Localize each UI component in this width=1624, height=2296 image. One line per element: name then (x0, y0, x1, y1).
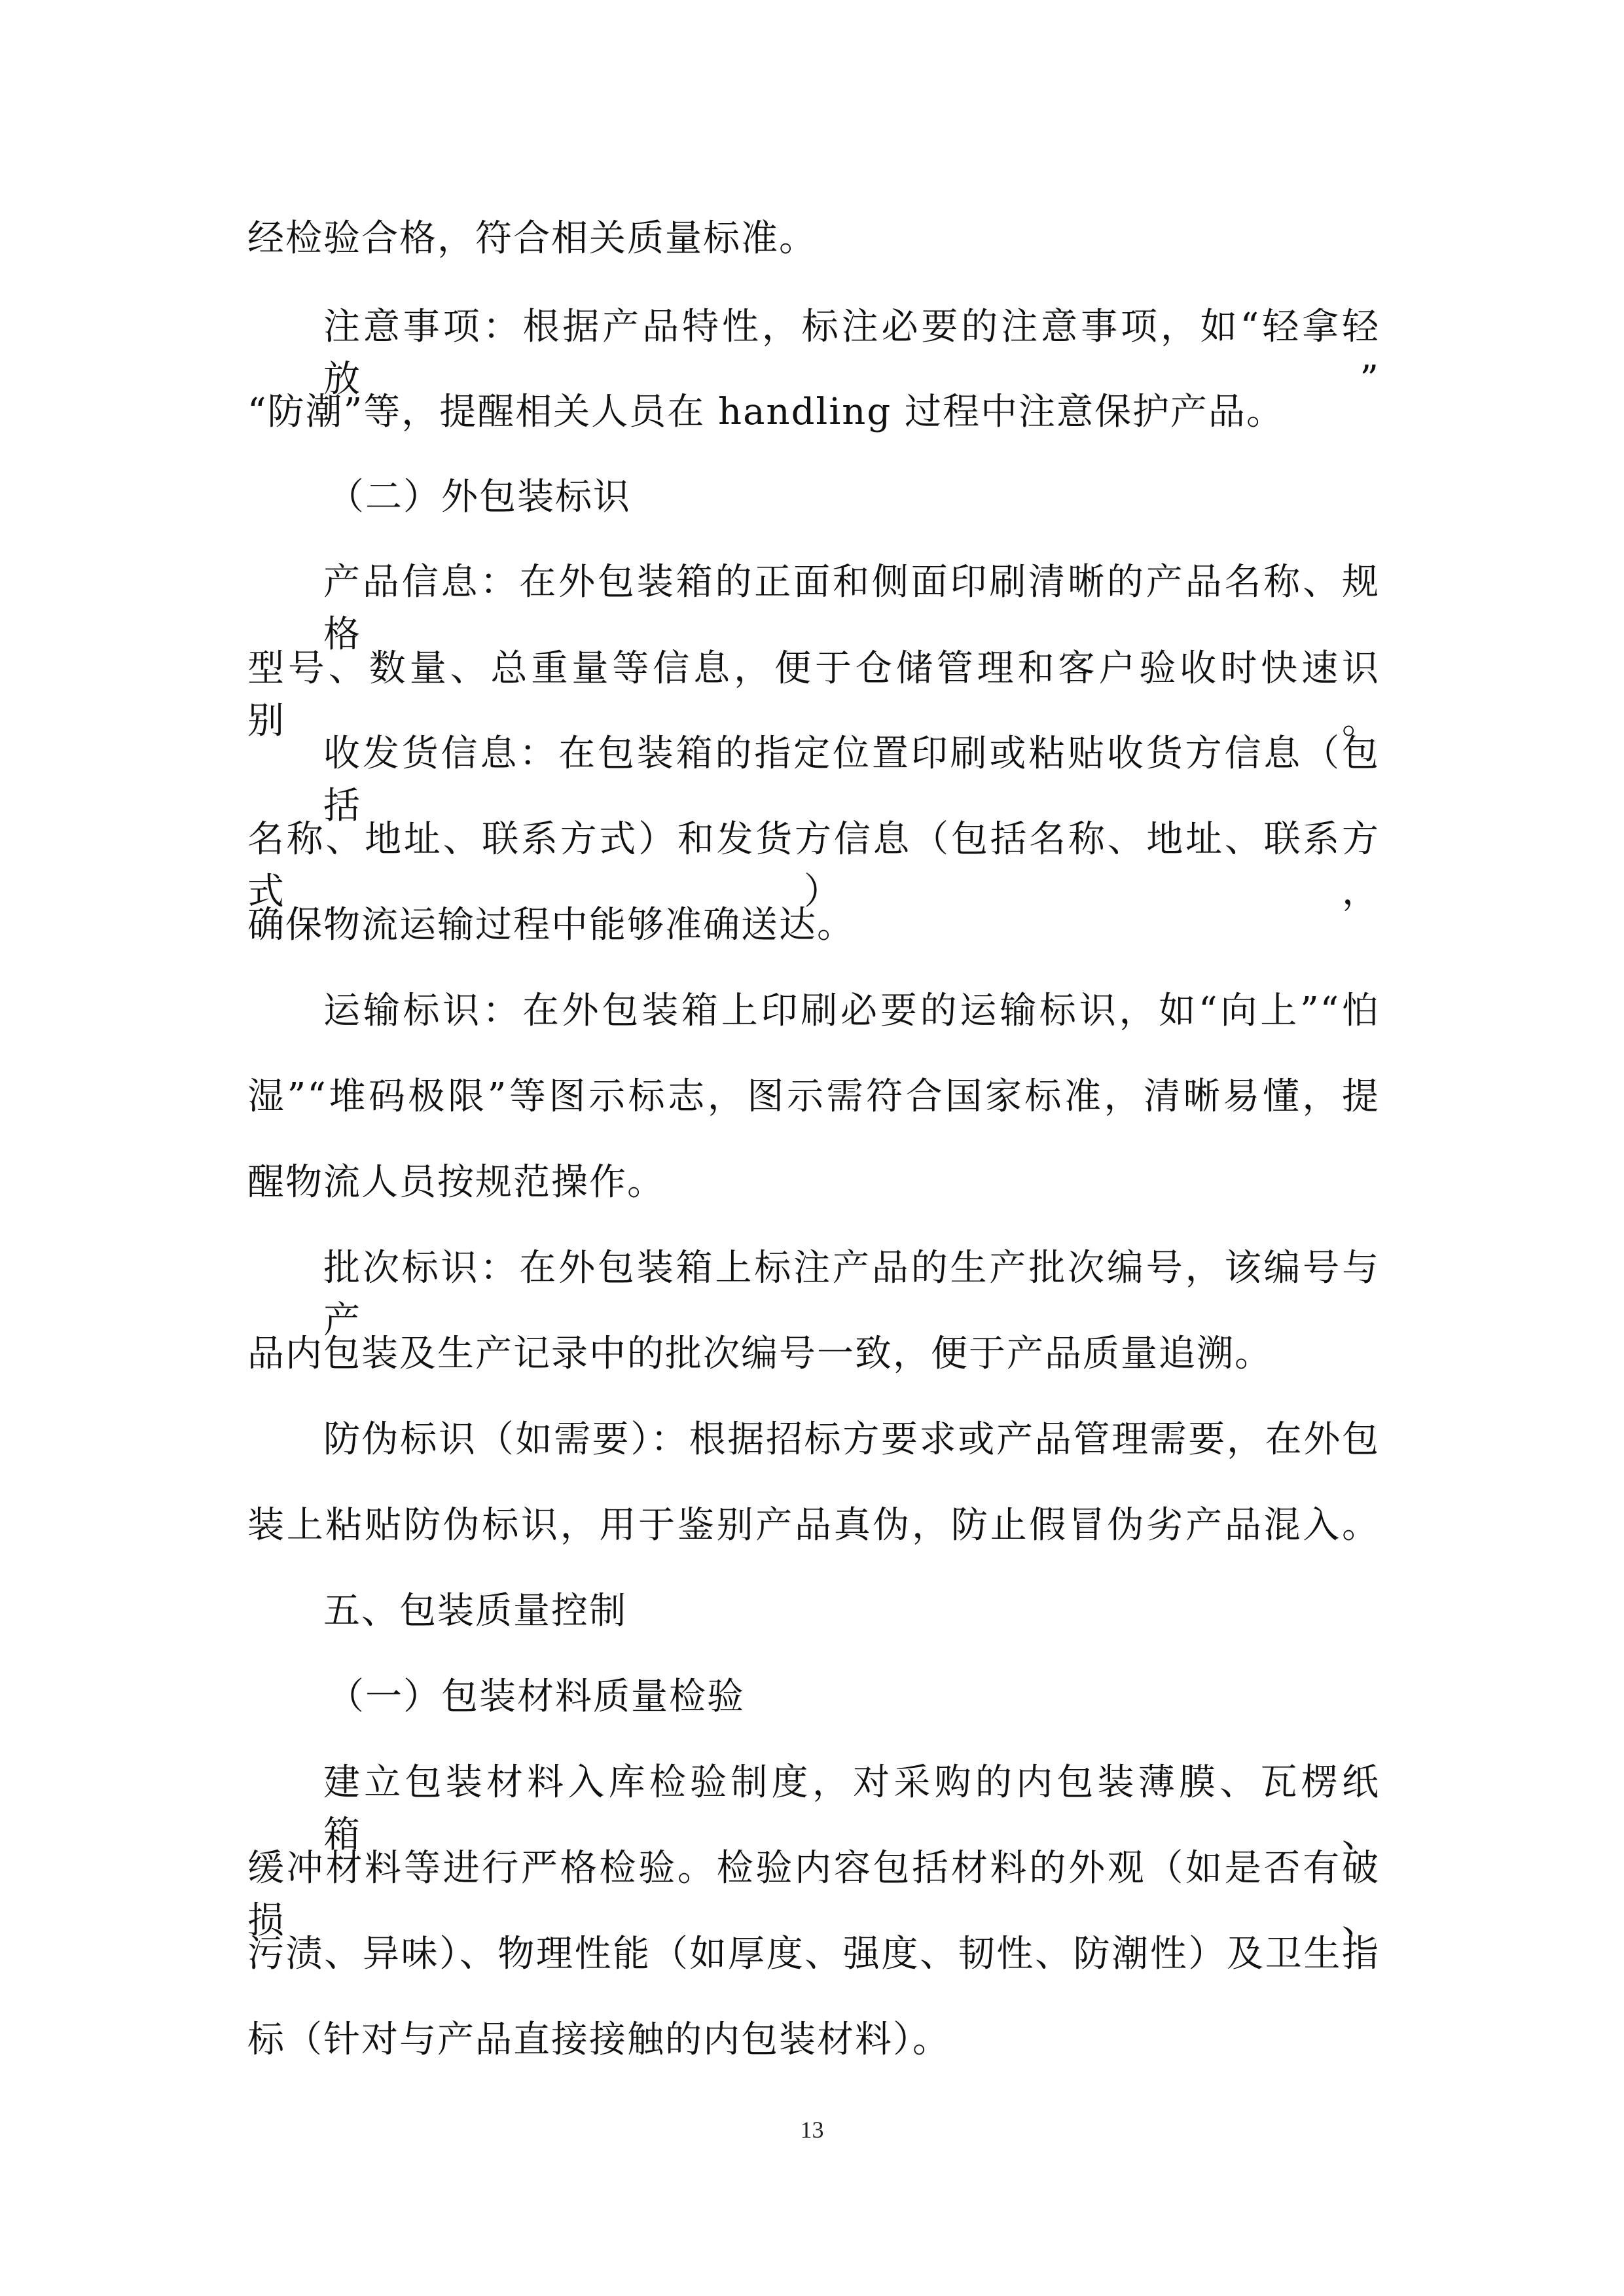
material-inspection-line-1: 建立包装材料入库检验制度，对采购的内包装薄膜、瓦楞纸箱、 (323, 1761, 1380, 1856)
shipping-info-line-1: 收发货信息：在包装箱的指定位置印刷或粘贴收货方信息（包括 (323, 732, 1380, 827)
paragraph-continuation-line: 经检验合格，符合相关质量标准。 (247, 217, 817, 260)
shipping-info-line-3: 确保物流运输过程中能够准确送达。 (247, 904, 855, 946)
section-heading-outer-packaging: （二）外包装标识 (327, 476, 631, 518)
notice-paragraph-line-2: “防潮”等，提醒相关人员在 handling 过程中注意保护产品。 (247, 391, 1284, 433)
material-inspection-line-2: 缓冲材料等进行严格检验。检验内容包括材料的外观（如是否有破损、 (247, 1847, 1380, 1942)
transport-mark-line-2: 湿”“堆码极限”等图示标志，图示需符合国家标准，清晰易懂，提 (247, 1075, 1380, 1118)
product-info-line-1: 产品信息：在外包装箱的正面和侧面印刷清晰的产品名称、规格 (323, 561, 1380, 656)
batch-mark-line-1: 批次标识：在外包装箱上标注产品的生产批次编号，该编号与产 (323, 1247, 1380, 1342)
product-info-line-2: 型号、数量、总重量等信息，便于仓储管理和客户验收时快速识别。 (247, 647, 1380, 742)
notice-paragraph-line-1: 注意事项：根据产品特性，标注必要的注意事项，如“轻拿轻放” (323, 306, 1380, 401)
anti-counterfeit-line-2: 装上粘贴防伪标识，用于鉴别产品真伪，防止假冒伪劣产品混入。 (247, 1504, 1380, 1547)
batch-mark-line-2: 品内包装及生产记录中的批次编号一致，便于产品质量追溯。 (247, 1333, 1272, 1375)
material-inspection-line-3: 污渍、异味）、物理性能（如厚度、强度、韧性、防潮性）及卫生指 (247, 1933, 1380, 1975)
anti-counterfeit-line-1: 防伪标识（如需要）：根据招标方要求或产品管理需要，在外包 (323, 1418, 1380, 1461)
shipping-info-line-2: 名称、地址、联系方式）和发货方信息（包括名称、地址、联系方式）， (247, 818, 1380, 913)
section-heading-quality-control: 五、包装质量控制 (323, 1590, 627, 1632)
transport-mark-line-3: 醒物流人员按规范操作。 (247, 1161, 665, 1204)
page-number: 13 (800, 2117, 824, 2143)
transport-mark-line-1: 运输标识：在外包装箱上印刷必要的运输标识，如“向上”“怕 (323, 990, 1380, 1032)
subsection-heading-material-inspection: （一）包装材料质量检验 (327, 1676, 745, 1718)
material-inspection-line-4: 标（针对与产品直接接触的内包装材料）。 (247, 2018, 950, 2061)
